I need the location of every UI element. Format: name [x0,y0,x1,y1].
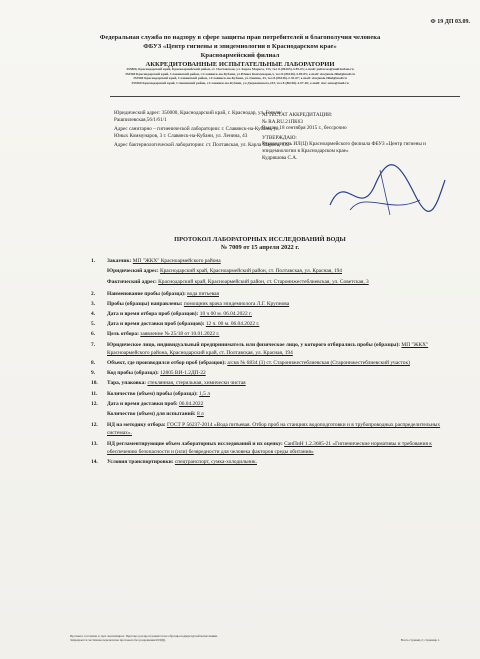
protocol-item [85,458,450,466]
attest-issued: Выдан: 18 сентября 2015 г., бессрочно [262,125,347,132]
header-line-2: ФБУЗ «Центр гигиены и эпидемиологии в Краснодарском крае» [143,43,337,50]
item-number: 10. [91,380,98,387]
item-number: 12. [91,422,98,429]
protocol-item [85,390,450,398]
address-line-2: 353560 Краснодарский край, Славянский район, г.Славянск-на-Кубани, ул.Юных Коммунаров,3, тел 8-(86146)-4-09-85; e-mail: slavjansk-filial@mail.ru [125,71,355,76]
protocol-item [85,300,450,308]
bacteriology-lab-address: Адрес бактериологической лаборатории: ст. Полтавская, ул. Карла Маркса, 133 [114,142,290,149]
item-label: Юридический адрес: [107,268,159,275]
item-number: 11. [91,390,98,397]
page-footer [70,634,440,643]
protocol-item [85,257,450,265]
item-label: Юридическое лицо, индивидуальный предприниматель или физическое лицо, у которого отбирались пробы (образцы): [107,341,401,348]
header-line-3: Красноармейский филиал [200,52,280,59]
protocol-item [85,379,450,387]
item-label: Пробы (образцы) направлены: [107,300,183,307]
item-number: 9. [91,370,96,377]
header-line-1: Федеральная служба по надзору в сфере защиты прав потребителей и благополучия человека [99,34,381,41]
address-line-3: 353560 Краснодарский край, Славянский район, г.Славянск-на-Кубани, ул.Ленина, 43, тел 8-(86146)-2-35-67; e-mail: slavjansk-filial@mail.ru [133,76,347,81]
protocol-item [85,267,450,275]
item-label: Объект, где производился отбор проб (образцов): [107,360,226,367]
item-value: 8 л [196,411,204,418]
item-label: Цель отбора: [107,331,139,338]
item-label: Дата и время отбора проб (образцов): [107,311,199,318]
item-value: СанПиН 1.2.3685-21 «Гигиенические нормативы и требования к обеспечению безопасности и (или) безвредности для человека факторов среды обитания» [107,440,432,455]
protocol-item [85,278,450,286]
protocol-item [85,400,450,408]
item-label: Количество (объем) для испытаний: [107,411,196,418]
sanitary-lab-address: Адрес санитарно – гигиенической лаборатории: г. Славянск-на-Кубани, ул. Юных Коммунаров, 3 г. Славянск-на-Кубани, ул. Ленина, 43 [114,126,280,139]
item-number: 13. [91,440,98,447]
item-number: 3. [91,300,96,307]
legal-address: Юридический адрес: 350000, Краснодарский край, г. Краснодар, ул. Гоголя/Рашпилевская,56/1/61/1 [114,110,282,123]
address-line-4: 353560 Краснодарский край, Славянский район, г.Славянск-на-Кубани, ул.Дзержинского,243, тел 8-(86146)-4-07-46; e-mail: slav-smes@mail.ru [131,80,349,85]
item-number: 7. [91,341,96,348]
header-divider [110,96,460,97]
approve-text: Руководитель ИЛ(Ц) Красноармейского филиала ФБУЗ «Центр гигиены и эпидемиологии в Краснодарском крае» [262,141,426,154]
item-value: стеклянная, стерильная, химически чистая [147,380,246,387]
protocol-item [85,330,450,338]
protocol-item [85,421,450,437]
protocol-title-line-1: ПРОТОКОЛ ЛАБОРАТОРНЫХ ИССЛЕДОВАНИЙ ВОДЫ [174,236,346,243]
item-value: 06.04.2022 [179,400,204,407]
item-label: Дата и время доставки проб (образцов): [107,321,205,328]
form-code: Ф 19 ДП 03.09. [430,19,470,25]
item-value: вода питьевая [187,290,219,297]
item-value: заявление № 25/18 от 10.01.2022 г. [140,331,220,338]
footer-note-1: Протокол составлен в трех экземплярах. Протокол распространяется на образцы подвергнутый испытаниям. [70,634,218,638]
protocol-number-date: № 7009 от 15 апреля 2022 г. [220,244,300,252]
header-line-4: АККРЕДИТОВАННЫЕ ИСПЫТАТЕЛЬНЫЕ ЛАБОРАТОРИИ [145,61,335,68]
item-value: Краснодарский край, Красноармейский район, ст. Полтавская, ул. Красная, 194 [160,268,343,275]
address-line-1: 353800, Краснодарский край, Красноармейский район, ст. Полтавская, ул. Карла Маркса, 133, тел 8-(86165)-4-89-03; e-mail: poltavses@mail.kuban.ru [126,67,354,71]
item-value: а/скв № 6834 (3) ст. Староннжестеблиевская (Староннжестеблиевский участок) [227,360,410,367]
item-label: Фактический адрес: [107,279,157,286]
protocol-item [85,290,450,298]
item-number: 8. [91,360,96,367]
protocol-item [85,320,450,328]
item-value: 12 ч. 00 м. 06.04.2022 г. [205,321,260,328]
protocol-item [85,410,450,418]
page-count: Всего страниц 2; страница 1. [400,638,440,643]
item-value: Краснодарский край, Красноармейский район, ст. Староннжестеблиевская, ул. Советская, 3 [158,279,369,286]
item-label: Количество (объем) пробы (образца): [107,390,198,397]
item-number: 14. [91,459,98,466]
footer-note-2: Запрещается частичная перепечатка протокола без разрешения ИЛ(Ц). [70,638,166,643]
protocol-item [85,310,450,318]
approve-name: Кудряшова С.А. [262,154,298,161]
protocol-title [100,236,420,253]
item-label: Тара, упаковка: [107,380,147,387]
protocol-item [85,369,450,377]
organization-header [30,33,450,69]
item-label: Заказчик: [107,258,132,264]
item-label: Условия транспортировки: [107,459,174,466]
approve-label: УТВЕРЖДАЮ: [262,134,297,141]
attest-number: № RA.RU.21ПК63 [262,118,303,125]
item-number: 2. [91,290,96,297]
item-number: 5. [91,321,96,328]
item-number: 4. [91,311,96,318]
item-label: НД на методику отбора: [107,422,166,429]
item-label: Дата и время доставки проб: [107,400,178,407]
item-label: Наименование пробы (образца): [107,290,186,297]
protocol-item [85,440,450,456]
item-value: помощник врача эпидемиолога Л.Г. Крупнова [183,300,290,307]
item-value: 12805 ВИ-1.2ДП-22 [160,370,206,377]
item-label: Код пробы (образца): [107,370,159,377]
item-number: 6. [91,331,96,338]
item-number: 1. [91,258,96,264]
item-value: 1,5 л [199,390,210,397]
signature-stamp [320,150,450,230]
protocol-item [85,341,450,357]
item-value: МП "ЖКХ" Красноармейского района, Краснодарский край, ст. Полтавская, ул. Красная, 194 [107,341,429,356]
item-number: 12. [91,400,98,407]
item-value: спецтранспорт, сумка-холодильник. [174,459,257,466]
item-value: 10 ч 00 м. 06.04.2022 г. [199,311,252,318]
item-value: МП "ЖКХ" Красноармейского района [132,258,221,264]
item-label: НД регламентирующие объем лабораторных исследований и их оценку: [107,440,283,447]
address-lines [40,67,440,85]
protocol-items [85,257,450,468]
protocol-item [85,359,450,367]
item-value: ГОСТ Р 56237-2014 «Вода питьевая. Отбор проб на станциях водоподготовки и в трубопроводных распределительных системах». [107,422,441,437]
attest-label: АТТЕСТАТ АККРЕДИТАЦИИ: [262,112,333,118]
